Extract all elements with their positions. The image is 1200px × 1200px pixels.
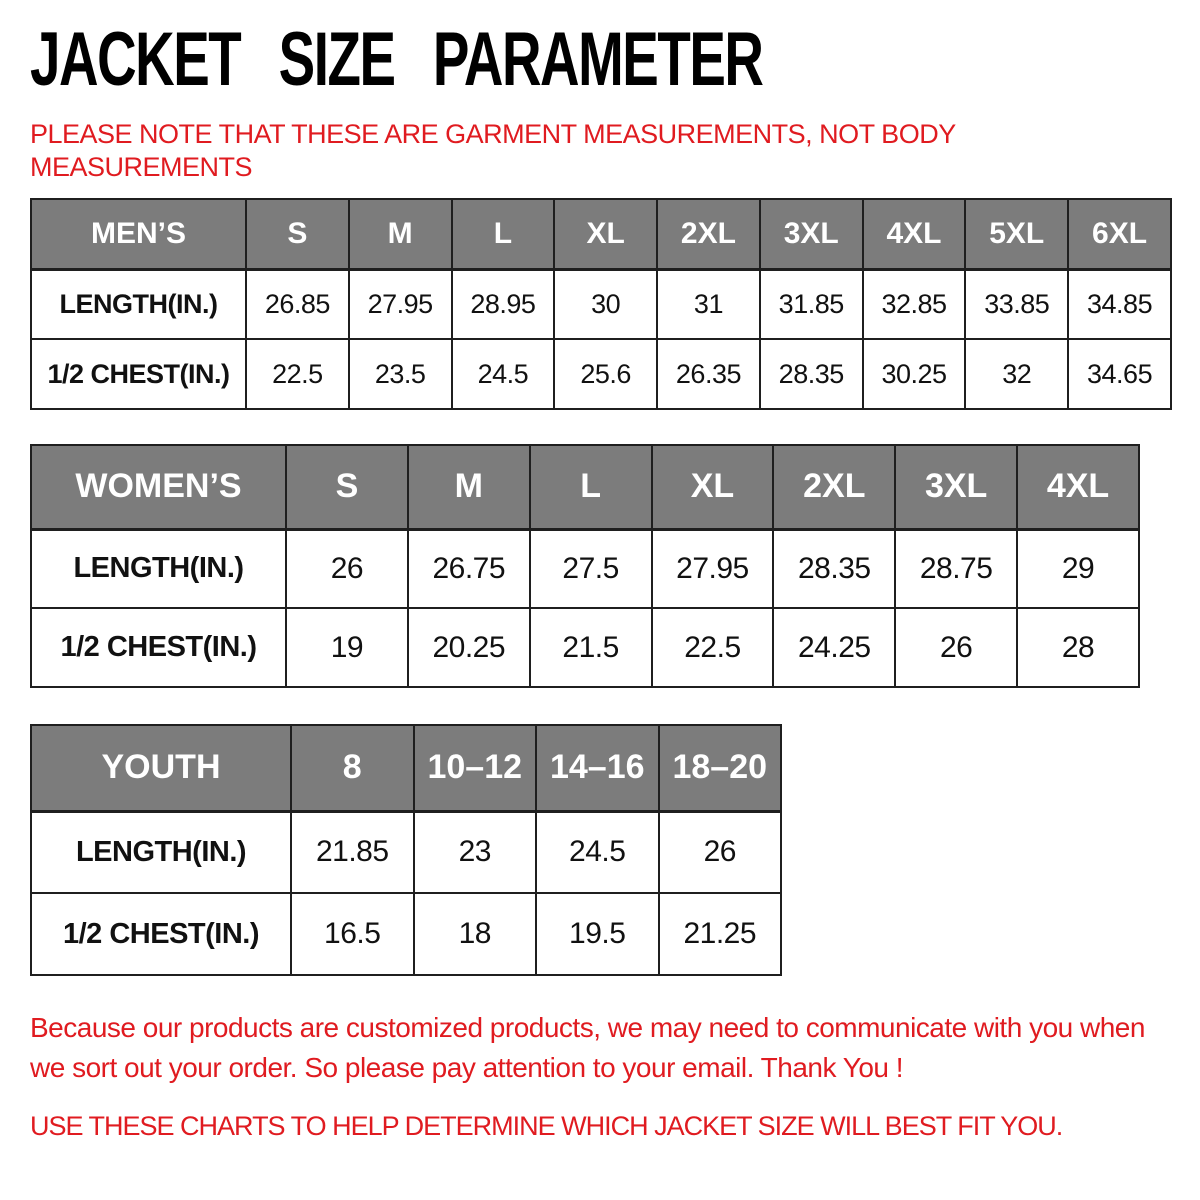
mens-size-header-3xl: 3XL — [760, 199, 863, 269]
value-cell: 27.95 — [652, 529, 774, 608]
page-title — [30, 17, 1172, 102]
mens-size-table — [30, 198, 1172, 410]
mens-size-header-4xl: 4XL — [863, 199, 966, 269]
value-cell: 25.6 — [554, 339, 657, 409]
value-cell: 30.25 — [863, 339, 966, 409]
youth-size-header-18-20: 18–20 — [659, 725, 782, 811]
womens-table-label: WOMEN’S — [31, 445, 286, 529]
womens-size-header-xl: XL — [652, 445, 774, 529]
value-cell: 32 — [965, 339, 1068, 409]
value-cell: 29 — [1017, 529, 1139, 608]
value-cell: 19.5 — [536, 893, 659, 975]
mens-size-header-m: M — [349, 199, 452, 269]
mens-table-label: MEN’S — [31, 199, 246, 269]
page-title-text: JACKET SIZE PARAMETER — [30, 17, 763, 102]
mens-length-row — [31, 269, 1171, 339]
womens-length-row — [31, 529, 1139, 608]
row-label-length: LENGTH(IN.) — [31, 811, 291, 893]
mens-size-header-xl: XL — [554, 199, 657, 269]
value-cell: 23 — [414, 811, 537, 893]
womens-size-header-2xl: 2XL — [773, 445, 895, 529]
row-label-chest: 1/2 CHEST(IN.) — [31, 608, 286, 687]
value-cell: 26.35 — [657, 339, 760, 409]
mens-size-header-6xl: 6XL — [1068, 199, 1171, 269]
youth-header-row — [31, 725, 781, 811]
value-cell: 26.75 — [408, 529, 530, 608]
value-cell: 18 — [414, 893, 537, 975]
value-cell: 22.5 — [652, 608, 774, 687]
value-cell: 24.25 — [773, 608, 895, 687]
value-cell: 19 — [286, 608, 408, 687]
womens-chest-row — [31, 608, 1139, 687]
customization-notice: Because our products are customized products, we may need to communicate with you when we sort out your order. So please pay attention to your email. Thank You ! — [30, 1012, 1145, 1083]
value-cell: 23.5 — [349, 339, 452, 409]
value-cell: 21.85 — [291, 811, 414, 893]
value-cell: 34.85 — [1068, 269, 1171, 339]
row-label-length: LENGTH(IN.) — [31, 529, 286, 608]
mens-size-header-2xl: 2XL — [657, 199, 760, 269]
value-cell: 27.5 — [530, 529, 652, 608]
womens-size-header-3xl: 3XL — [895, 445, 1017, 529]
value-cell: 31 — [657, 269, 760, 339]
value-cell: 26.85 — [246, 269, 349, 339]
value-cell: 22.5 — [246, 339, 349, 409]
womens-size-header-l: L — [530, 445, 652, 529]
fit-advice-note: USE THESE CHARTS TO HELP DETERMINE WHICH JACKET SIZE WILL BEST FIT YOU. — [30, 1111, 1063, 1141]
womens-size-header-s: S — [286, 445, 408, 529]
value-cell: 34.65 — [1068, 339, 1171, 409]
mens-chest-row — [31, 339, 1171, 409]
youth-chest-row — [31, 893, 781, 975]
womens-size-header-4xl: 4XL — [1017, 445, 1139, 529]
youth-length-row — [31, 811, 781, 893]
youth-size-header-10-12: 10–12 — [414, 725, 537, 811]
mens-header-row — [31, 199, 1171, 269]
youth-size-header-8: 8 — [291, 725, 414, 811]
womens-header-row — [31, 445, 1139, 529]
value-cell: 31.85 — [760, 269, 863, 339]
value-cell: 26 — [895, 608, 1017, 687]
value-cell: 21.25 — [659, 893, 782, 975]
value-cell: 24.5 — [452, 339, 555, 409]
value-cell: 21.5 — [530, 608, 652, 687]
value-cell: 28.95 — [452, 269, 555, 339]
value-cell: 32.85 — [863, 269, 966, 339]
youth-table-label: YOUTH — [31, 725, 291, 811]
youth-size-header-14-16: 14–16 — [536, 725, 659, 811]
garment-measurement-note: PLEASE NOTE THAT THESE ARE GARMENT MEASUREMENTS, NOT BODY MEASUREMENTS — [30, 119, 956, 182]
value-cell: 28.35 — [760, 339, 863, 409]
row-label-length: LENGTH(IN.) — [31, 269, 246, 339]
value-cell: 26 — [286, 529, 408, 608]
value-cell: 26 — [659, 811, 782, 893]
womens-size-table — [30, 444, 1140, 688]
value-cell: 28 — [1017, 608, 1139, 687]
value-cell: 28.35 — [773, 529, 895, 608]
value-cell: 30 — [554, 269, 657, 339]
youth-size-table — [30, 724, 782, 976]
value-cell: 16.5 — [291, 893, 414, 975]
mens-size-header-l: L — [452, 199, 555, 269]
value-cell: 24.5 — [536, 811, 659, 893]
value-cell: 33.85 — [965, 269, 1068, 339]
mens-size-header-5xl: 5XL — [965, 199, 1068, 269]
value-cell: 28.75 — [895, 529, 1017, 608]
row-label-chest: 1/2 CHEST(IN.) — [31, 339, 246, 409]
value-cell: 27.95 — [349, 269, 452, 339]
womens-size-header-m: M — [408, 445, 530, 529]
mens-size-header-s: S — [246, 199, 349, 269]
value-cell: 20.25 — [408, 608, 530, 687]
row-label-chest: 1/2 CHEST(IN.) — [31, 893, 291, 975]
